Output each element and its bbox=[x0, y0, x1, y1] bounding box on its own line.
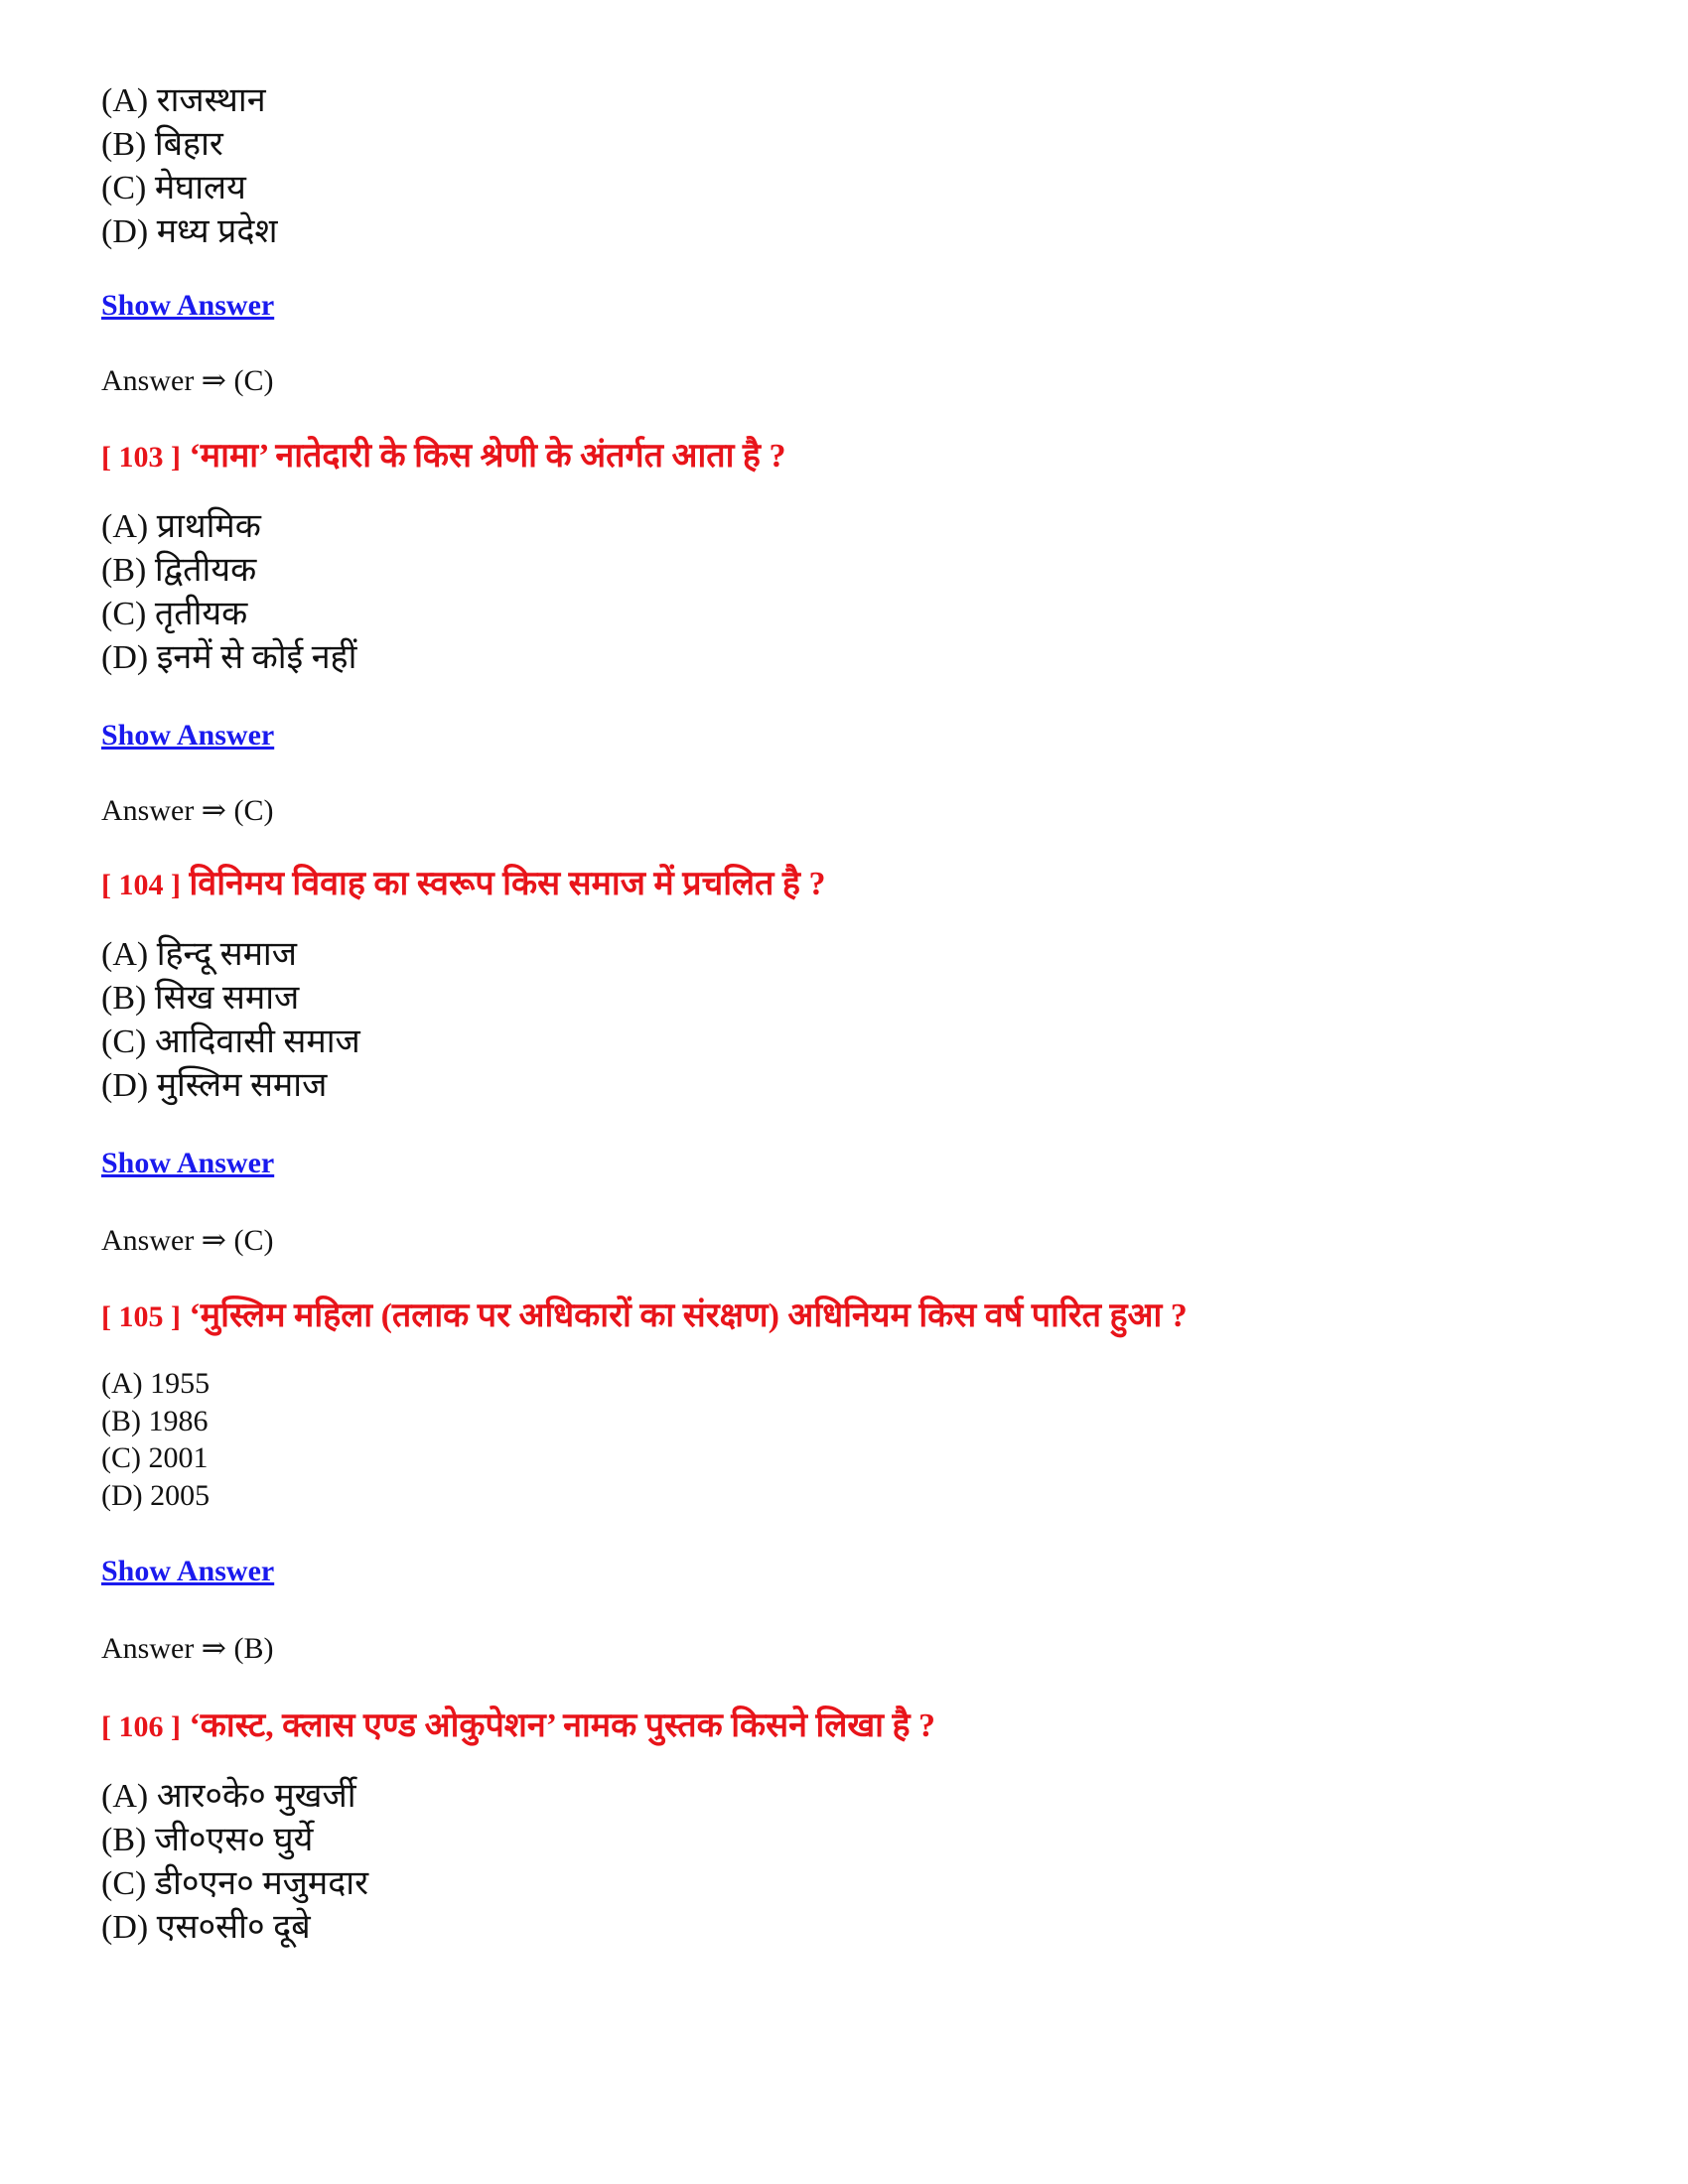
answer-line bbox=[101, 1221, 1591, 1261]
option-a: (A) हिन्दू समाज bbox=[101, 936, 297, 973]
answer-line bbox=[101, 361, 1591, 401]
question-block-104 bbox=[101, 861, 1591, 1261]
option-d: (D) एस०सी० दूबे bbox=[101, 1909, 311, 1946]
question-heading bbox=[101, 1703, 1591, 1751]
question-block-105 bbox=[101, 1293, 1591, 1669]
show-answer-link[interactable]: Show Answer bbox=[101, 719, 275, 751]
question-heading bbox=[101, 433, 1591, 481]
answer-prefix: Answer ⇒ bbox=[101, 1632, 226, 1665]
answer-value: (C) bbox=[233, 1224, 274, 1257]
document-page bbox=[101, 79, 1591, 1950]
option-a: (A) प्राथमिक bbox=[101, 508, 261, 545]
option-b: (B) द्वितीयक bbox=[101, 552, 257, 589]
option-b: (B) जी०एस० घुर्ये bbox=[101, 1822, 314, 1858]
option-b: (B) सिख समाज bbox=[101, 980, 300, 1017]
question-number: [ 104 ] bbox=[101, 869, 181, 901]
question-number: [ 103 ] bbox=[101, 441, 181, 474]
option-c: (C) तृतीयक bbox=[101, 596, 248, 632]
question-block-103 bbox=[101, 433, 1591, 831]
option-a: (A) 1955 bbox=[101, 1367, 211, 1400]
answer-line bbox=[101, 791, 1591, 831]
question-text: विनिमय विवाह का स्वरूप किस समाज में प्रचलित है ? bbox=[189, 866, 826, 902]
answer-line bbox=[101, 1629, 1591, 1669]
options-list bbox=[101, 79, 1591, 254]
answer-prefix: Answer ⇒ bbox=[101, 1224, 226, 1257]
options-list bbox=[101, 933, 1591, 1108]
answer-value: (C) bbox=[233, 794, 274, 827]
option-a: (A) राजस्थान bbox=[101, 82, 266, 119]
option-d: (D) 2005 bbox=[101, 1478, 211, 1512]
option-c: (C) डी०एन० मजुमदार bbox=[101, 1865, 369, 1902]
option-d: (D) मध्य प्रदेश bbox=[101, 213, 278, 250]
option-c: (C) आदिवासी समाज bbox=[101, 1024, 360, 1060]
option-a: (A) आर०के० मुखर्जी bbox=[101, 1778, 356, 1815]
question-text: ‘कास्ट, क्लास एण्ड ओकुपेशन’ नामक पुस्तक किसने लिखा है ? bbox=[189, 1707, 936, 1744]
answer-value: (B) bbox=[233, 1632, 274, 1665]
question-heading bbox=[101, 861, 1591, 909]
option-b: (B) 1986 bbox=[101, 1404, 209, 1437]
question-text: ‘मुस्लिम महिला (तलाक पर अधिकारों का संरक्षण) अधिनियम किस वर्ष पारित हुआ ? bbox=[189, 1297, 1188, 1334]
answer-prefix: Answer ⇒ bbox=[101, 364, 226, 397]
answer-value: (C) bbox=[233, 364, 274, 397]
question-number: [ 106 ] bbox=[101, 1710, 181, 1743]
answer-prefix: Answer ⇒ bbox=[101, 794, 226, 827]
question-number: [ 105 ] bbox=[101, 1300, 181, 1333]
show-answer-link[interactable]: Show Answer bbox=[101, 1555, 275, 1587]
option-d: (D) इनमें से कोई नहीं bbox=[101, 639, 357, 676]
question-block-102 bbox=[101, 79, 1591, 401]
question-heading bbox=[101, 1293, 1591, 1341]
show-answer-link[interactable]: Show Answer bbox=[101, 1147, 275, 1179]
option-c: (C) 2001 bbox=[101, 1441, 209, 1474]
options-list bbox=[101, 1775, 1591, 1950]
options-list bbox=[101, 505, 1591, 680]
option-c: (C) मेघालय bbox=[101, 170, 246, 206]
option-d: (D) मुस्लिम समाज bbox=[101, 1067, 328, 1104]
show-answer-link[interactable]: Show Answer bbox=[101, 289, 275, 322]
options-list bbox=[101, 1365, 1591, 1514]
question-text: ‘मामा’ नातेदारी के किस श्रेणी के अंतर्गत आता है ? bbox=[189, 438, 786, 475]
question-block-106 bbox=[101, 1703, 1591, 1950]
option-b: (B) बिहार bbox=[101, 126, 223, 163]
